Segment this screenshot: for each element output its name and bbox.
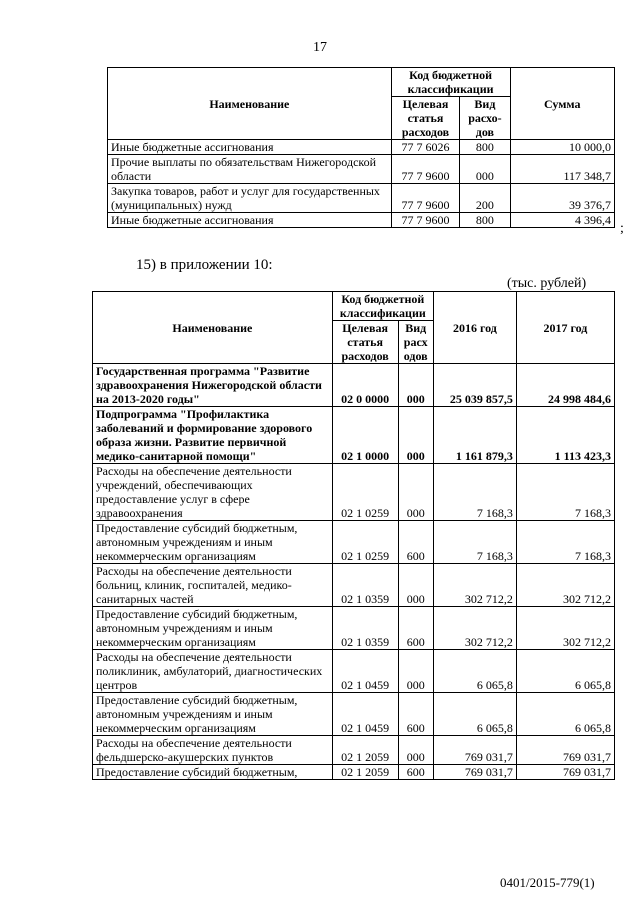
row-2017: 7 168,3 <box>516 521 614 564</box>
row-target-item: 02 1 2059 <box>332 765 398 780</box>
row-name: Предоставление субсидий бюджетным, автономным учреждениям и иным некоммерческим организациям <box>93 521 333 564</box>
table-row <box>93 607 615 650</box>
table-row <box>108 213 615 228</box>
row-2016: 302 712,2 <box>433 564 516 607</box>
table-row <box>108 140 615 155</box>
trailing-semicolon: ; <box>620 221 624 236</box>
row-name: Расходы на обеспечение деятельности учреждений, обеспечивающих предоставление услуг в сфере здравоохранения <box>93 464 333 521</box>
row-amount: 4 396,4 <box>510 213 615 228</box>
row-target-item: 02 1 0359 <box>332 564 398 607</box>
row-amount: 39 376,7 <box>510 184 615 213</box>
column-header-name: Наименование <box>93 292 333 364</box>
row-target-item: 77 7 9600 <box>391 184 460 213</box>
column-header-expense-type: Вид расх одов <box>398 321 433 364</box>
row-expense-type: 000 <box>398 564 433 607</box>
row-target-item: 77 7 9600 <box>391 213 460 228</box>
row-name: Предоставление субсидий бюджетным, автономным учреждениям и иным некоммерческим организациям <box>93 693 333 736</box>
row-amount: 117 348,7 <box>510 155 615 184</box>
row-expense-type: 800 <box>460 213 510 228</box>
row-expense-type: 200 <box>460 184 510 213</box>
table-row <box>93 364 615 407</box>
row-expense-type: 000 <box>398 407 433 464</box>
row-2017: 769 031,7 <box>516 736 614 765</box>
column-header-target-item: Целевая статья расходов <box>332 321 398 364</box>
row-expense-type: 000 <box>398 464 433 521</box>
column-header-code-group: Код бюджетной классификации <box>332 292 433 321</box>
row-2017: 6 065,8 <box>516 650 614 693</box>
row-target-item: 77 7 9600 <box>391 155 460 184</box>
row-target-item: 02 1 2059 <box>332 736 398 765</box>
row-2016: 6 065,8 <box>433 693 516 736</box>
row-2016: 302 712,2 <box>433 607 516 650</box>
row-target-item: 02 1 0259 <box>332 521 398 564</box>
table-row <box>93 407 615 464</box>
table-row <box>108 155 615 184</box>
table-row <box>93 521 615 564</box>
table-row <box>93 464 615 521</box>
section-intro: 15) в приложении 10: <box>136 257 273 273</box>
row-expense-type: 000 <box>398 650 433 693</box>
column-header-target-item: Целевая статья расходов <box>391 97 460 140</box>
row-expense-type: 800 <box>460 140 510 155</box>
row-2016: 769 031,7 <box>433 736 516 765</box>
row-2016: 7 168,3 <box>433 521 516 564</box>
page-number: 17 <box>313 40 327 55</box>
row-expense-type: 000 <box>398 364 433 407</box>
table-row <box>93 765 615 780</box>
row-name: Расходы на обеспечение деятельности поликлиник, амбулаторий, диагностических центров <box>93 650 333 693</box>
table-row <box>93 564 615 607</box>
row-2017: 302 712,2 <box>516 607 614 650</box>
budget-table-continued <box>107 67 615 228</box>
table1-body <box>108 140 615 228</box>
row-name: Государственная программа "Развитие здравоохранения Нижегородской области на 2013-2020 годы" <box>93 364 333 407</box>
row-amount: 10 000,0 <box>510 140 615 155</box>
row-name: Расходы на обеспечение деятельности больниц, клиник, госпиталей, медико-санитарных частей <box>93 564 333 607</box>
table-row <box>93 736 615 765</box>
column-header-2016: 2016 год <box>433 292 516 364</box>
row-target-item: 77 7 6026 <box>391 140 460 155</box>
row-name: Иные бюджетные ассигнования <box>108 213 392 228</box>
row-2017: 1 113 423,3 <box>516 407 614 464</box>
appendix-10-table <box>92 291 615 780</box>
row-name: Закупка товаров, работ и услуг для государственных (муниципальных) нужд <box>108 184 392 213</box>
table-row <box>108 184 615 213</box>
row-2016: 7 168,3 <box>433 464 516 521</box>
row-target-item: 02 1 0459 <box>332 650 398 693</box>
row-expense-type: 600 <box>398 521 433 564</box>
row-expense-type: 600 <box>398 693 433 736</box>
row-target-item: 02 1 0000 <box>332 407 398 464</box>
row-expense-type: 000 <box>460 155 510 184</box>
row-expense-type: 600 <box>398 765 433 780</box>
row-2017: 302 712,2 <box>516 564 614 607</box>
row-expense-type: 600 <box>398 607 433 650</box>
row-name: Подпрограмма "Профилактика заболеваний и формирование здорового образа жизни. Развитие первичной медико-санитарной помощи" <box>93 407 333 464</box>
row-2017: 7 168,3 <box>516 464 614 521</box>
row-target-item: 02 1 0359 <box>332 607 398 650</box>
row-2016: 1 161 879,3 <box>433 407 516 464</box>
row-2017: 769 031,7 <box>516 765 614 780</box>
row-name: Прочие выплаты по обязательствам Нижегородской области <box>108 155 392 184</box>
row-target-item: 02 0 0000 <box>332 364 398 407</box>
table-row <box>93 693 615 736</box>
table2-body <box>93 364 615 780</box>
row-name: Предоставление субсидий бюджетным, <box>93 765 333 780</box>
column-header-expense-type: Вид расхо-дов <box>460 97 510 140</box>
row-name: Расходы на обеспечение деятельности фельдшерско-акушерских пунктов <box>93 736 333 765</box>
row-2017: 6 065,8 <box>516 693 614 736</box>
row-2016: 25 039 857,5 <box>433 364 516 407</box>
row-name: Иные бюджетные ассигнования <box>108 140 392 155</box>
unit-note: (тыс. рублей) <box>507 276 587 291</box>
row-2016: 769 031,7 <box>433 765 516 780</box>
row-2017: 24 998 484,6 <box>516 364 614 407</box>
column-header-name: Наименование <box>108 68 392 140</box>
column-header-2017: 2017 год <box>516 292 614 364</box>
row-name: Предоставление субсидий бюджетным, автономным учреждениям и иным некоммерческим организациям <box>93 607 333 650</box>
column-header-code-group: Код бюджетной классификации <box>391 68 510 97</box>
table-row <box>93 650 615 693</box>
column-header-amount: Сумма <box>510 68 615 140</box>
row-expense-type: 000 <box>398 736 433 765</box>
row-2016: 6 065,8 <box>433 650 516 693</box>
row-target-item: 02 1 0459 <box>332 693 398 736</box>
document-code: 0401/2015-779(1) <box>500 875 595 890</box>
row-target-item: 02 1 0259 <box>332 464 398 521</box>
